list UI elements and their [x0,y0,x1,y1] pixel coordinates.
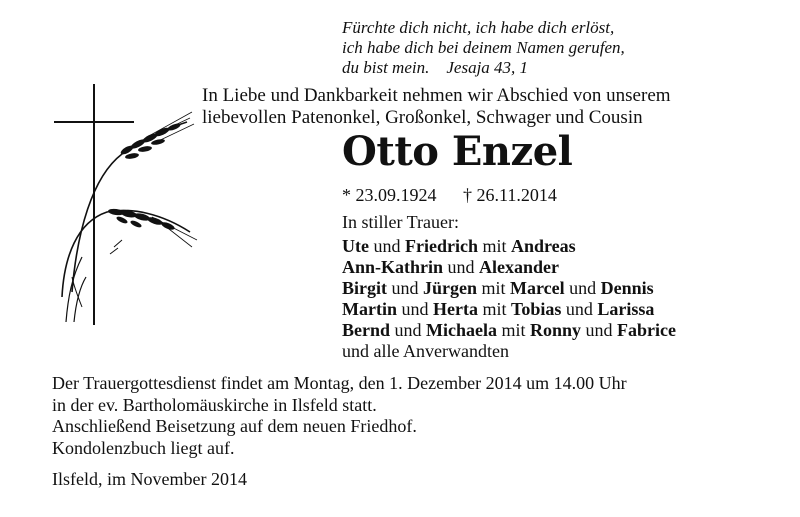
mourner-name: Alexander [479,257,560,277]
quote-line: du bist mein. Jesaja 43, 1 [342,58,529,77]
place-date: Ilsfeld, im November 2014 [52,469,247,489]
mourner-connector: und [581,320,618,340]
bible-quote [342,18,625,78]
mourner-row [342,278,676,299]
mourner-connector: und [564,278,601,298]
mourner-connector: und alle Anverwandten [342,341,509,361]
quote-line: ich habe dich bei deinem Namen gerufen, [342,38,625,57]
intro-line: In Liebe und Dankbarkeit nehmen wir Abschied von unserem [202,85,671,106]
mourning-label: In stiller Trauer: [342,212,459,232]
mourner-row [342,320,676,341]
mourner-row [342,257,676,278]
mourner-connector: und [443,257,480,277]
cross-with-wheat-icon [52,82,202,327]
mourner-connector: mit [477,278,511,298]
service-line: in der ev. Bartholomäuskirche in Ilsfeld statt. [52,394,377,415]
mourner-connector: und [396,299,433,319]
death-date: † 26.11.2014 [463,185,557,205]
mourner-name: Andreas [510,236,576,256]
mourners-list [342,236,676,362]
service-line: Der Trauergottesdienst findet am Montag, den 1. Dezember 2014 um 14.00 Uhr [52,373,627,393]
mourner-connector: und [387,278,423,298]
mourner-name: Herta [432,299,478,319]
mourner-name: Birgit [342,278,387,298]
mourner-connector: mit [497,320,531,340]
mourner-name: Tobias [510,299,562,319]
mourner-name: Larissa [597,299,655,319]
mourner-row [342,299,676,320]
mourner-connector: und [561,299,598,319]
mourner-row [342,236,676,257]
mourner-name: Ann-Kathrin [342,257,444,277]
intro-text [202,85,671,129]
mourner-connector: mit [477,236,511,256]
mourner-name: Ute [342,236,369,256]
mourner-name: Bernd [342,320,391,340]
quote-line: Fürchte dich nicht, ich habe dich erlöst, [342,18,615,37]
mourner-connector: mit [477,299,511,319]
mourner-name: Fabrice [617,320,677,340]
mourner-name: Jürgen [423,278,477,298]
mourner-name: Marcel [510,278,565,298]
mourner-row [342,341,676,362]
birth-date: * 23.09.1924 [342,185,437,205]
mourner-name: Dennis [600,278,654,298]
mourner-name: Ronny [530,320,582,340]
deceased-name: Otto Enzel [342,128,573,175]
service-line: Kondolenzbuch liegt auf. [52,437,235,458]
mourner-connector: und [390,320,427,340]
mourner-name: Martin [342,299,397,319]
mourner-name: Friedrich [404,236,478,256]
mourner-connector: und [368,236,405,256]
service-info [52,373,627,459]
life-dates [342,184,579,206]
mourner-name: Michaela [426,320,497,340]
intro-line: liebevollen Patenonkel, Großonkel, Schwager und Cousin [202,107,643,128]
service-line: Anschließend Beisetzung auf dem neuen Friedhof. [52,416,417,436]
